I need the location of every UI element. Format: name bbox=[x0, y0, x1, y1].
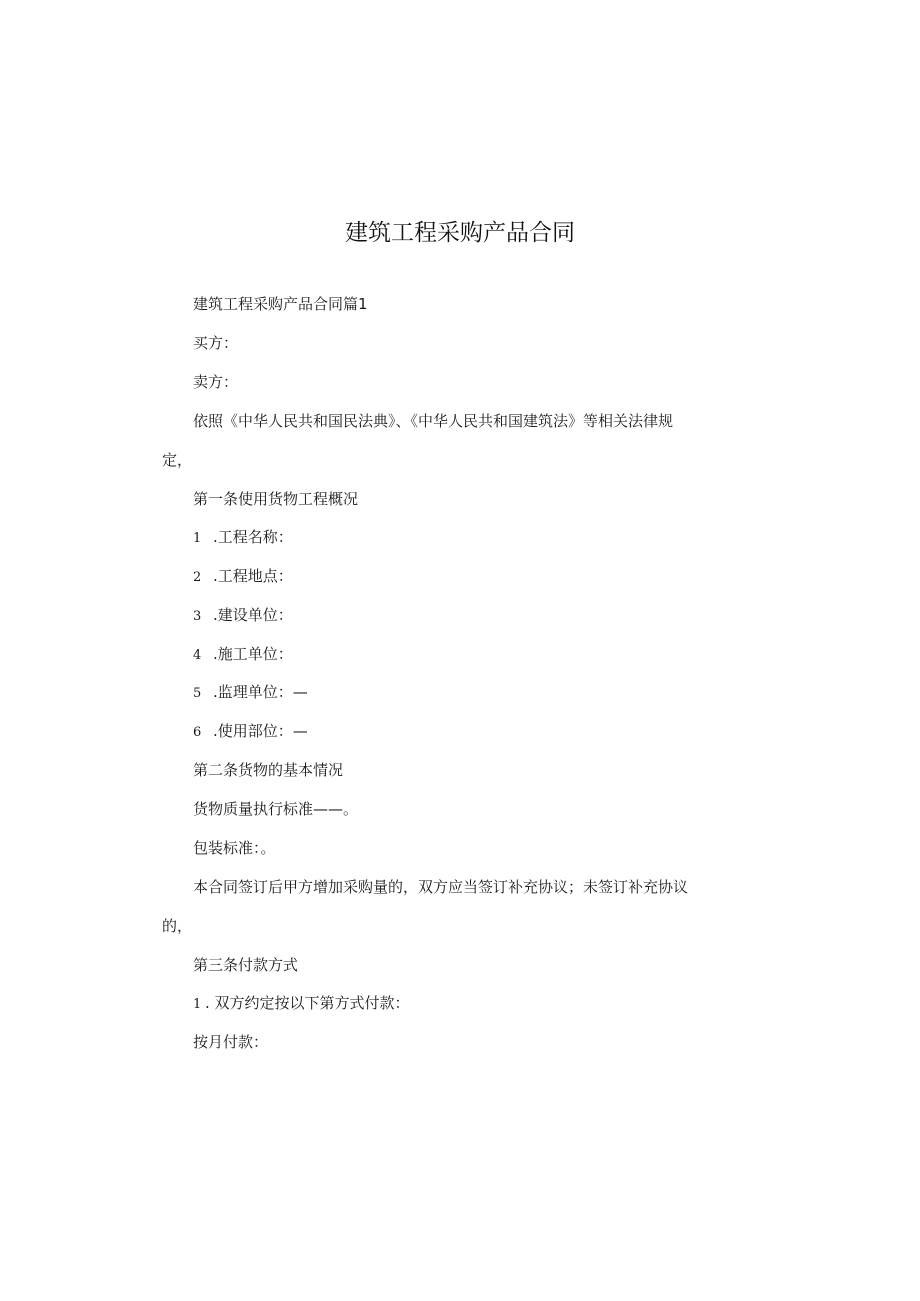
intro-paragraph-line2: 定， bbox=[162, 451, 193, 469]
article1-item bbox=[193, 527, 293, 549]
item-number: 6 bbox=[193, 725, 202, 740]
article3-heading: 第三条付款方式 bbox=[193, 956, 299, 974]
item-text: .使用部位：— bbox=[213, 722, 308, 740]
item-text: .施工单位： bbox=[213, 645, 293, 663]
item-text: .监理单位：— bbox=[213, 683, 308, 701]
item-text: .工程名称： bbox=[213, 528, 293, 546]
article1-item bbox=[193, 721, 308, 743]
article1-item bbox=[193, 566, 293, 588]
contract-subtitle: 建筑工程采购产品合同篇1 bbox=[193, 295, 368, 313]
item-number: 1 bbox=[193, 531, 202, 546]
article1-heading: 第一条使用货物工程概况 bbox=[193, 490, 359, 508]
article2-heading: 第二条货物的基本情况 bbox=[193, 761, 344, 779]
item-number: 4 bbox=[193, 648, 202, 663]
item-text: . 双方约定按以下第方式付款： bbox=[205, 994, 410, 1012]
payment-item bbox=[193, 993, 410, 1015]
item-number: 3 bbox=[193, 609, 202, 624]
intro-paragraph-line1: 依照《中华人民共和国民法典》、《中华人民共和国建筑法》等相关法律规 bbox=[193, 412, 674, 430]
article1-item bbox=[193, 605, 293, 627]
supplement-paragraph-line1: 本合同签订后甲方增加采购量的，双方应当签订补充协议；未签订补充协议 bbox=[193, 878, 689, 896]
monthly-payment: 按月付款： bbox=[193, 1033, 269, 1051]
item-text: .工程地点： bbox=[213, 567, 293, 585]
buyer-label: 买方： bbox=[193, 334, 239, 352]
packaging-standard: 包装标准：。 bbox=[193, 839, 276, 857]
item-number: 2 bbox=[193, 570, 202, 585]
article1-item bbox=[193, 682, 308, 704]
item-text: .建设单位： bbox=[213, 606, 293, 624]
supplement-paragraph-line2: 的， bbox=[162, 917, 193, 935]
item-number: 5 bbox=[193, 686, 202, 701]
seller-label: 卖方： bbox=[193, 373, 239, 391]
article1-item bbox=[193, 644, 293, 666]
quality-standard: 货物质量执行标准——。 bbox=[193, 800, 359, 818]
document-title: 建筑工程采购产品合同 bbox=[345, 220, 575, 246]
item-number: 1 bbox=[193, 997, 202, 1012]
